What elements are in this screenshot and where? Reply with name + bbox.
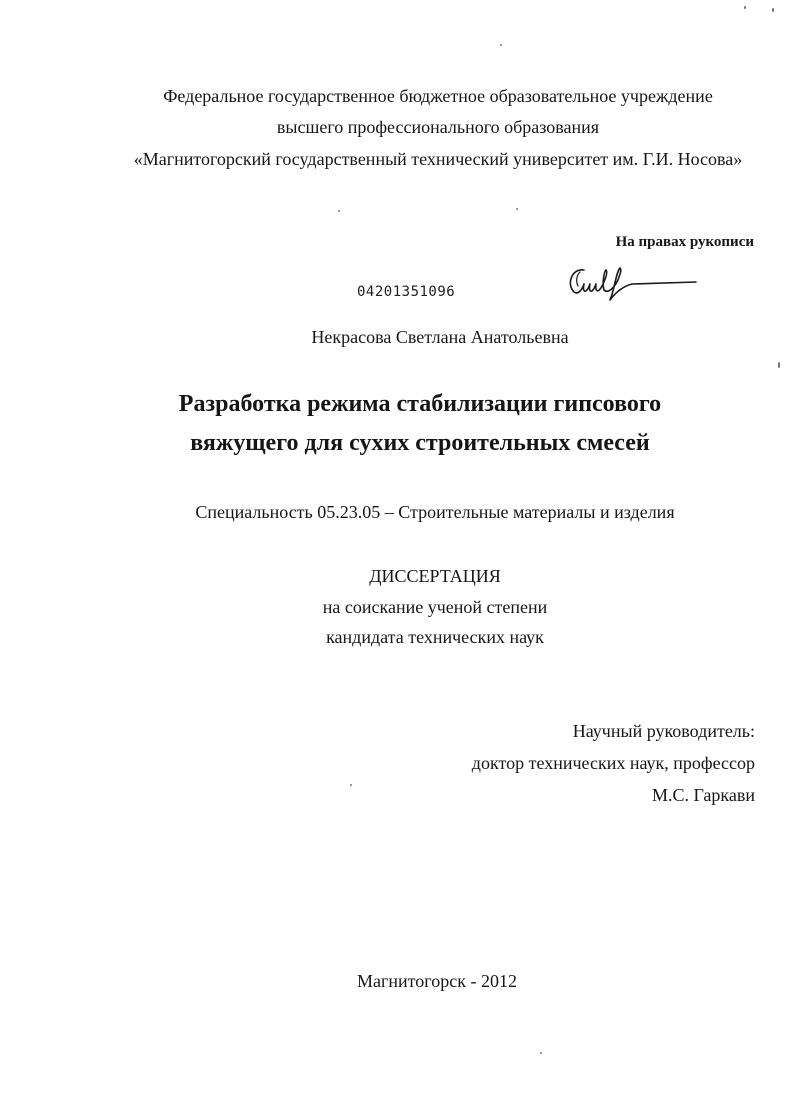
document-type: ДИССЕРТАЦИЯ <box>369 566 501 586</box>
registration-code: 04201351096 <box>357 284 456 300</box>
title-line-2: вяжущего для сухих строительных смесей <box>190 430 650 456</box>
degree-line-2: кандидата технических наук <box>326 627 544 647</box>
degree-line-1: на соискание ученой степени <box>322 597 548 617</box>
rights-note: На правах рукописи <box>615 234 754 250</box>
scan-speck <box>516 208 518 210</box>
supervisor-credentials: доктор технических наук, профессор <box>471 753 755 773</box>
scan-speck <box>778 362 780 368</box>
author-name: Некрасова Светлана Анатольевна <box>311 327 569 347</box>
scan-speck <box>500 44 502 46</box>
supervisor-label: Научный руководитель: <box>572 721 755 741</box>
institution-line-2: высшего профессионального образования <box>276 117 600 137</box>
signature-icon <box>562 262 702 302</box>
scan-speck <box>540 1052 542 1054</box>
supervisor-name: М.С. Гаркави <box>651 785 755 805</box>
institution-line-3: «Магнитогорский государственный технический университет им. Г.И. Носова» <box>133 149 743 169</box>
specialty: Специальность 05.23.05 – Строительные материалы и изделия <box>195 502 675 522</box>
scan-speck <box>350 784 352 786</box>
scan-speck <box>338 210 340 212</box>
institution-line-1: Федеральное государственное бюджетное образовательное учреждение <box>163 86 713 106</box>
scan-speck <box>744 6 746 9</box>
city-year: Магнитогорск - 2012 <box>357 971 517 991</box>
scan-speck <box>772 8 774 12</box>
title-line-1: Разработка режима стабилизации гипсового <box>178 391 662 417</box>
